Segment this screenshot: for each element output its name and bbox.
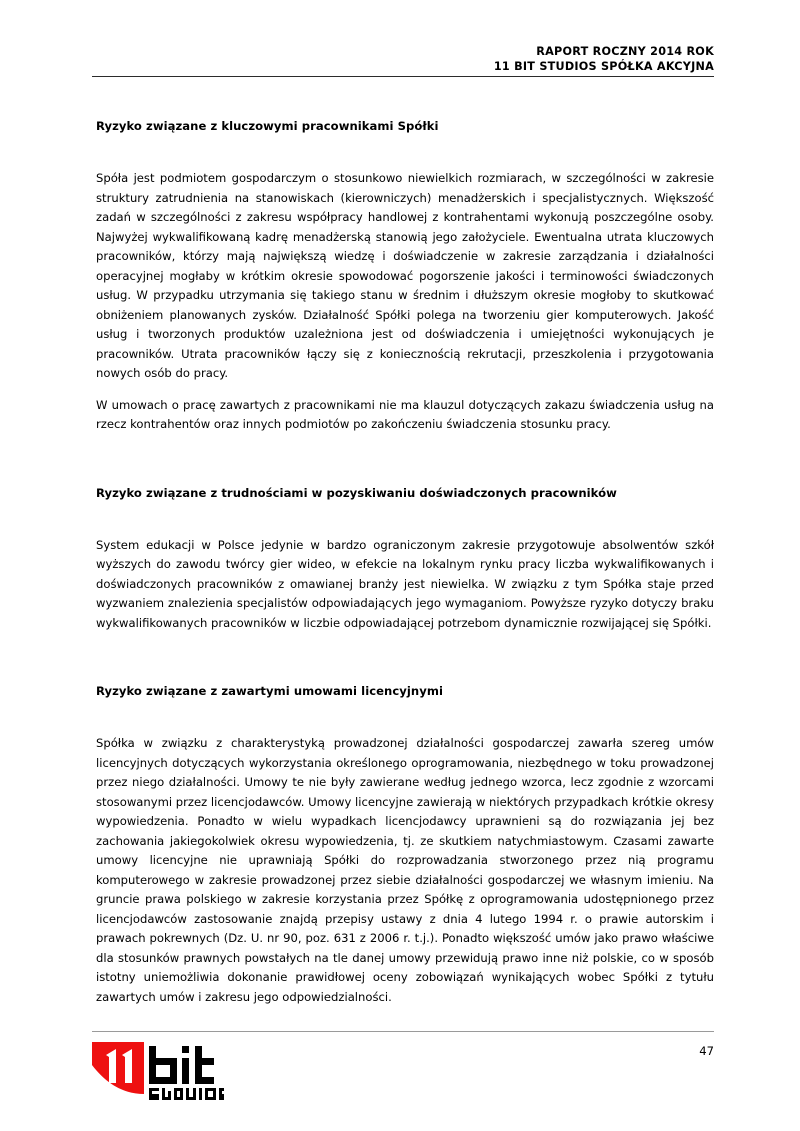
spacer <box>96 134 714 169</box>
logo-bit-wordmark <box>149 1046 214 1084</box>
spacer <box>96 384 714 396</box>
section-heading-experienced-staff: Ryzyko związane z trudnościami w pozyskiwaniu doświadczonych pracowników <box>96 485 617 500</box>
spacer <box>96 435 714 485</box>
spacer <box>96 501 714 536</box>
paragraph-key-employees-2: W umowach o pracę zawartych z pracownikami nie ma klauzul dotyczących zakazu świadczenia usług na rzecz kontrahentów oraz innych podmiotów po zakończeniu świadczenia stosunku pracy. <box>96 397 714 431</box>
header-title-line-1: RAPORT ROCZNY 2014 ROK <box>536 45 714 58</box>
paragraph-license-agreements-1: Spółka w związku z charakterystyką prowadzonej działalności gospodarczej zawarła szereg umów licencyjnych dotyczących wykorzystania określonego oprogramowania, niezbędnego w toku prowadzonej przez niego działalności. Umowy te nie były zawierane według jednego wzorca, lecz zgodnie z wzorcami stosowanymi przez licencjodawców. Umowy licencyjne zawierają w niektórych przypadkach krótkie okresy wypowiedzenia. Ponadto w wielu wypadkach licencjodawcy uprawnieni są do rozwiązania jej bez zachowania jakiegokolwiek okresu wypowiedzenia, tj. ze skutkiem natychmiastowym. Czasami zawarte umowy licencyjne nie uprawniają Spółki do rozprowadzania stworzonego przez nią programu komputerowego w zakresie prowadzonej przez siebie działalności gospodarczej we własnym imieniu. Na gruncie prawa polskiego w zakresie korzystania przez Spółkę z oprogramowania udostępnionego przez licencjodawców zastosowanie znajdą przepisy ustawy z dnia 4 lutego 1994 r. o prawie autorskim i prawach pokrewnych (Dz. U. nr 90, poz. 631 z 2006 r. t.j.). Ponadto większość umów jako prawo właściwe dla stosunków prawnych powstałych na tle danej umowy przewidują prawo inne niż polskie, co w sposób istotny uniemożliwia dokonanie prawidłowej oceny zobowiązań wynikających wobec Spółki z tytułu zawartych umów i zakresu jego odpowiedzialności. <box>96 736 714 1004</box>
document-body <box>96 118 714 1007</box>
header-divider <box>92 76 714 77</box>
header-title-line-2: 11 BIT STUDIOS SPÓŁKA AKCYJNA <box>493 60 714 73</box>
page-footer <box>92 1040 714 1110</box>
paragraph-experienced-staff-1: System edukacji w Polsce jedynie w bardzo ograniczonym zakresie przygotowuje absolwentów szkół wyższych do zawodu twórcy gier wideo, w efekcie na lokalnym rynku pracy liczba wykwalifikowanych i doświadczonych pracowników z omawianej branży jest niewielka. W związku z tym Spółka staje przed wyzwaniem znalezienia specjalistów odpowiadających jego wymaganiom. Powyższe ryzyko dotyczy braku wykwalifikowanych pracowników w liczbie odpowiadającej potrzebom dynamicznie rozwijającej się Spółki. <box>96 537 714 630</box>
spacer <box>96 633 714 683</box>
logo-studios-subtext <box>149 1088 224 1100</box>
logo-graphic <box>92 1042 224 1104</box>
page-number: 47 <box>699 1044 714 1058</box>
section-heading-license-agreements: Ryzyko związane z zawartymi umowami licencyjnymi <box>96 684 443 698</box>
spacer <box>96 699 714 734</box>
footer-divider <box>92 1031 714 1032</box>
11-bit-studios-logo <box>92 1042 224 1104</box>
section-heading-key-employees: Ryzyko związane z kluczowymi pracownikami Spółki <box>96 119 439 133</box>
page-header <box>92 44 714 74</box>
paragraph-key-employees-1: Spóła jest podmiotem gospodarczym o stosunkowo niewielkich rozmiarach, w szczególności w zakresie struktury zatrudnienia na stanowiskach (kierowniczych) menadżerskich i specjalistycznych. Większość zadań w szczególności z zakresu współpracy handlowej z kontrahentami wykonują poszczególne osoby. Najwyżej wykwalifikowaną kadrę menadżerską stanowią jego założyciele. Ewentualna utrata kluczowych pracowników, którzy mają największą wiedzę i doświadczenie w zakresie zarządzania i działalności operacyjnej mogłaby w krótkim okresie spowodować pogorszenie jakości i terminowości świadczonych usług. W przypadku utrzymania się takiego stanu w średnim i dłuższym okresie mogłoby to skutkować obniżeniem planowanych zysków. Działalność Spółki polega na tworzeniu gier komputerowych. Jakość usług i tworzonych produktów uzależniona jest od doświadczenia i umiejętności wykonujących je pracowników. Utrata pracowników łączy się z koniecznością rekrutacji, przeszkolenia i przygotowania nowych osób do pracy. <box>96 171 714 380</box>
